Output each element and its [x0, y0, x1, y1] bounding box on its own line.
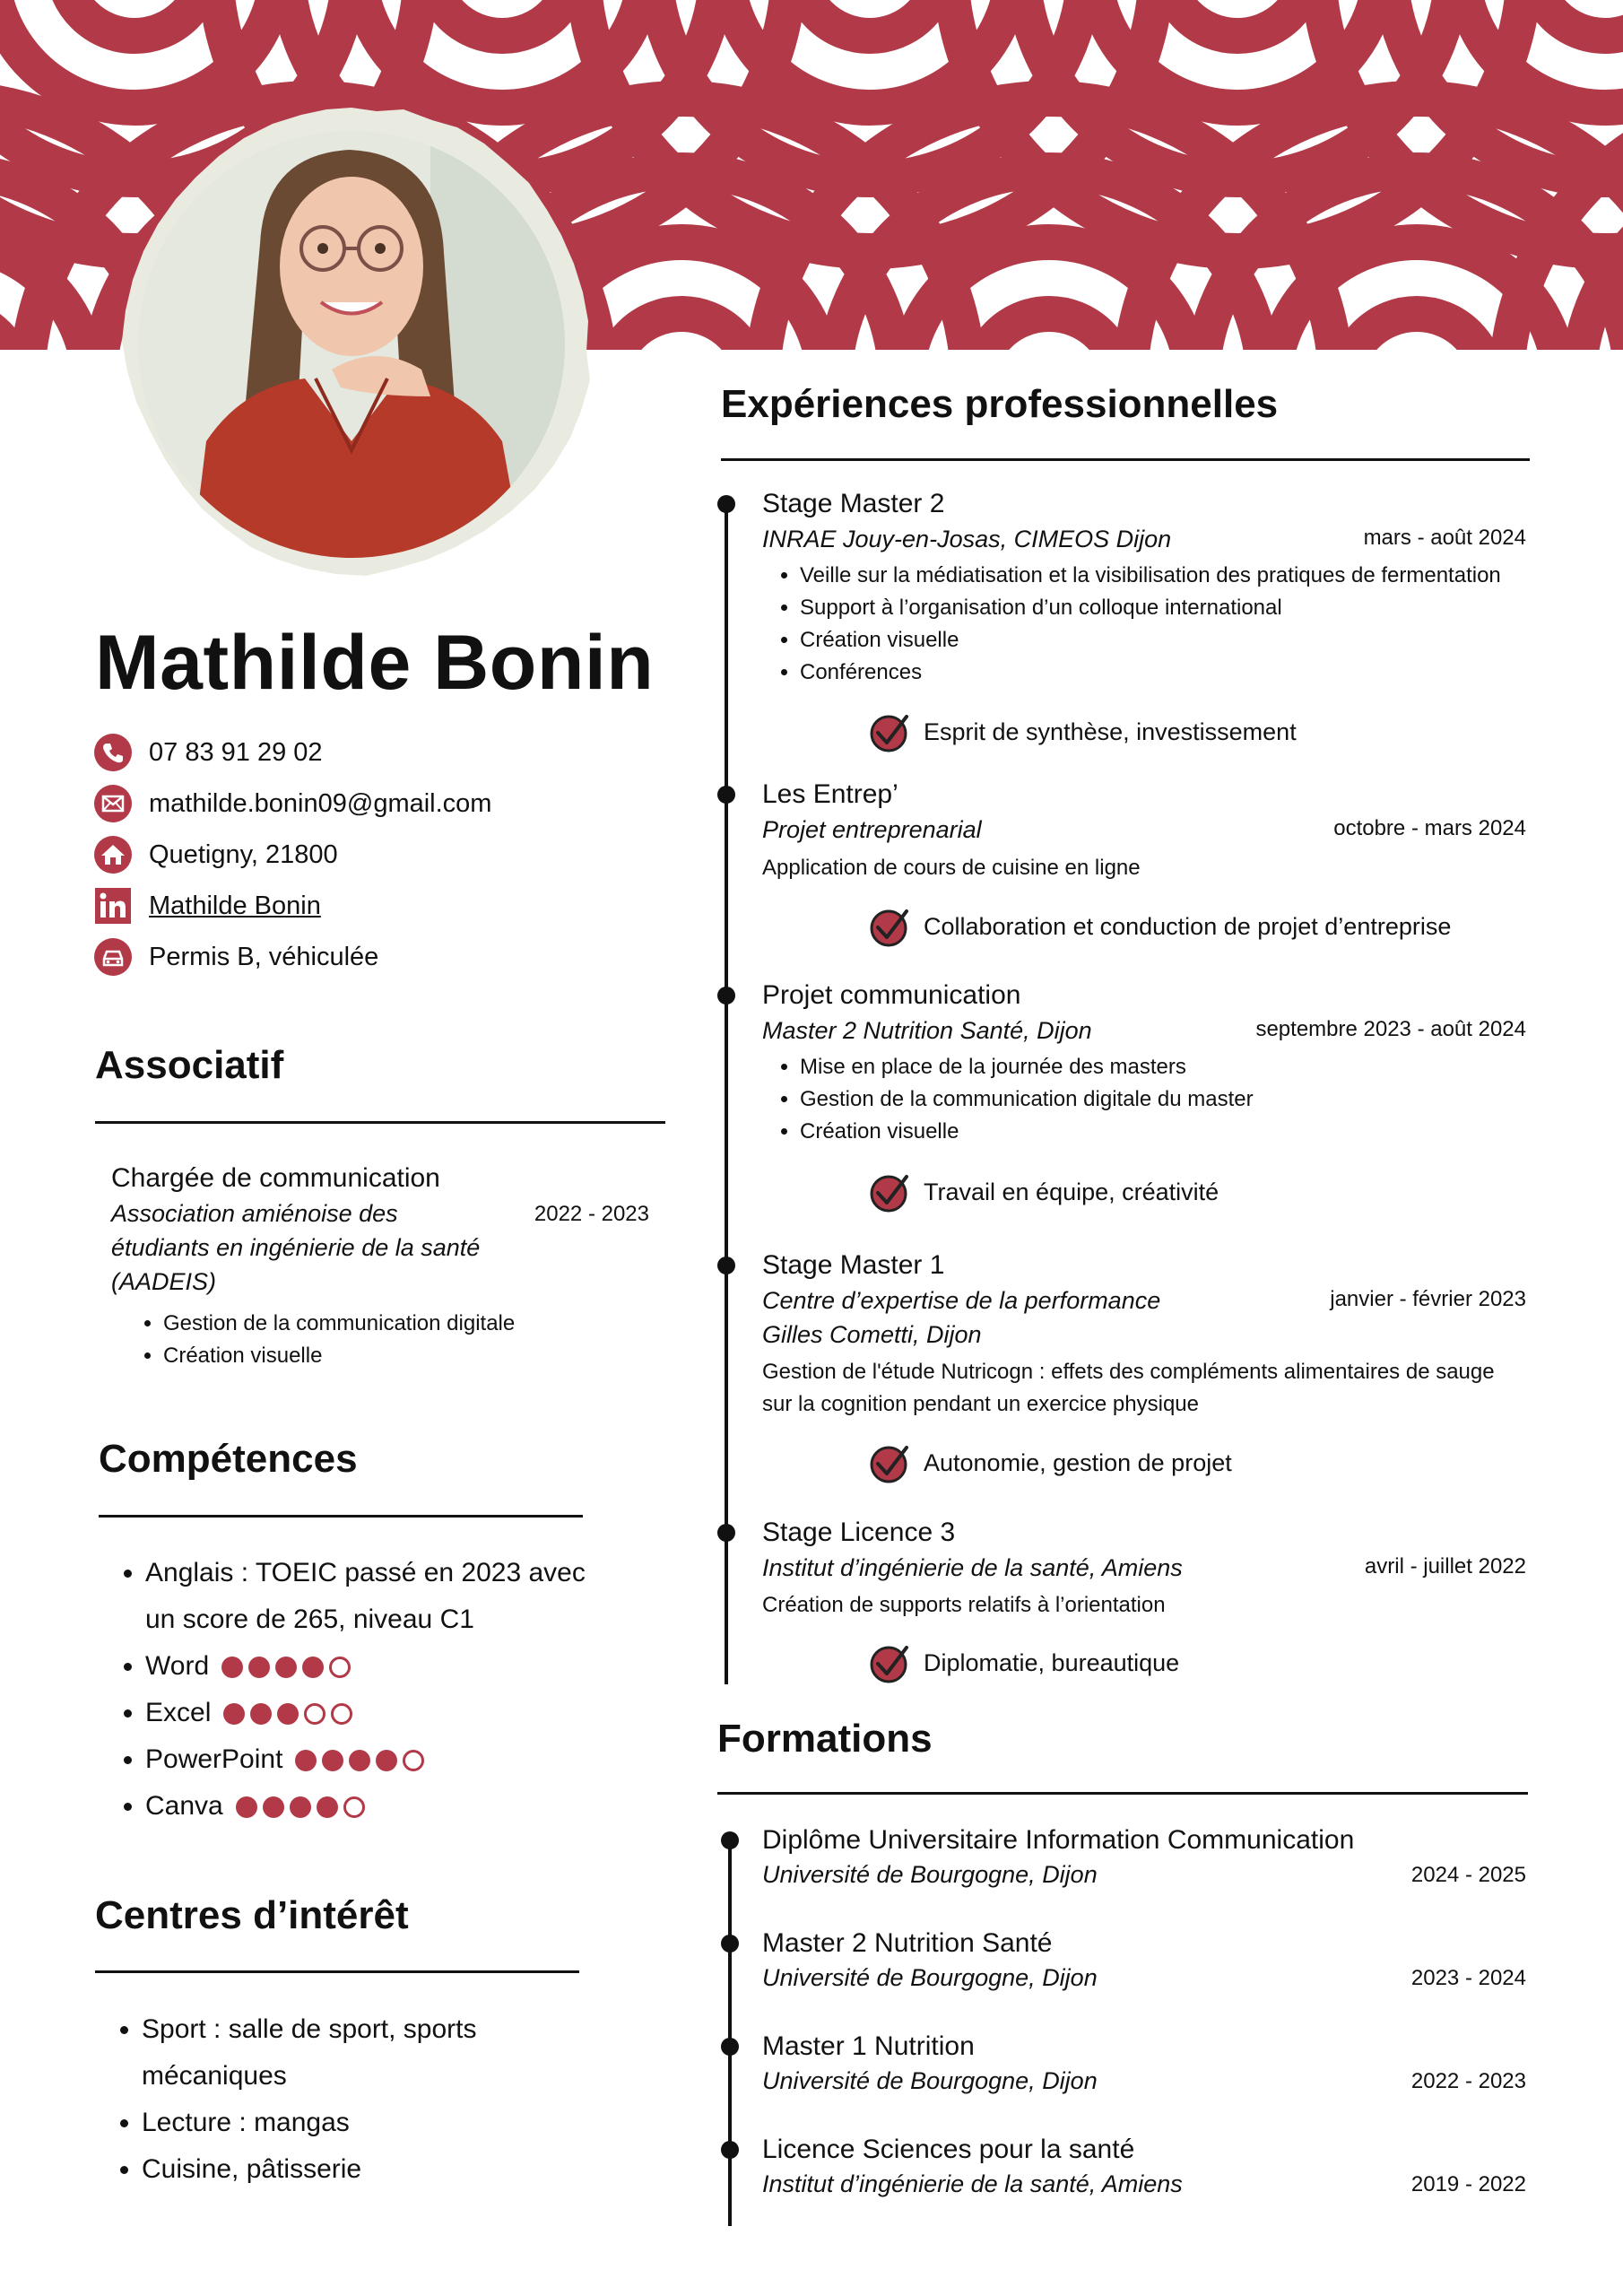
assoc-org-line: Association amiénoise des	[111, 1200, 398, 1227]
formation-timeline	[728, 1840, 732, 2226]
exp-role: Stage Master 2	[762, 489, 945, 518]
english-line: un score de 265, niveau C1	[145, 1605, 474, 1634]
interest-line: Sport : salle de sport, sports	[142, 2014, 477, 2044]
level-dot-filled	[263, 1796, 284, 1818]
level-dot-empty	[331, 1703, 352, 1725]
contact-address	[93, 834, 338, 875]
list-item: • Veille sur la médiatisation et la visibilisation des pratiques de fermentation	[800, 560, 1580, 592]
formation-school: Université de Bourgogne, Dijon	[762, 2067, 1098, 2094]
exp-date: avril - juillet 2022	[1364, 1554, 1526, 1578]
list-item: • Conférences	[800, 657, 1580, 689]
email-text: mathilde.bonin09@gmail.com	[149, 788, 492, 818]
formation-date: 2023 - 2024	[1410, 1966, 1526, 1990]
exp-role: Projet communication	[762, 980, 1021, 1010]
list-item: • Création visuelle	[163, 1340, 665, 1372]
section-title-associatif: Associatif	[95, 1043, 284, 1087]
skill-level-rating	[236, 1796, 370, 1818]
exp-desc	[762, 1356, 1551, 1421]
exp-desc: Application de cours de cuisine en ligne	[762, 856, 1141, 880]
skill-excel	[145, 1690, 719, 1736]
list-item: • Support à l’organisation d’un colloque international	[800, 592, 1580, 624]
skill-level-rating	[295, 1750, 430, 1771]
exp-role: Les Entrep’	[762, 779, 898, 809]
experience-timeline	[725, 504, 728, 1684]
formation-degree: Master 2 Nutrition Santé	[762, 1928, 1053, 1958]
formation-date: 2019 - 2022	[1410, 2172, 1526, 2196]
exp-skills-text: Autonomie, gestion de projet	[924, 1448, 1232, 1476]
check-circle-icon	[866, 1640, 911, 1685]
skill-name: Excel	[145, 1698, 212, 1727]
contact-linkedin[interactable]	[93, 885, 321, 926]
skill-name: Word	[145, 1651, 210, 1681]
exp-bullets	[764, 1051, 1580, 1148]
linkedin-icon	[93, 886, 133, 926]
section-title-formations: Formations	[717, 1717, 933, 1761]
list-item: • Lecture : mangas	[142, 2100, 716, 2146]
candidate-name: Mathilde Bonin	[95, 620, 655, 706]
exp-role: Stage Licence 3	[762, 1518, 956, 1547]
skill-powerpoint	[145, 1736, 719, 1783]
section-rule	[721, 458, 1530, 461]
list-item: • Création visuelle	[800, 624, 1580, 657]
exp-skills	[866, 709, 1297, 754]
timeline-dot	[721, 2141, 739, 2159]
english-line: Anglais : TOEIC passé en 2023 avec	[145, 1558, 586, 1587]
profile-photo	[108, 100, 596, 589]
skill-level-rating	[223, 1703, 358, 1725]
exp-org	[762, 1283, 1228, 1352]
list-item: • Gestion de la communication digitale du master	[800, 1083, 1580, 1116]
exp-org: INRAE Jouy-en-Josas, CIMEOS Dijon	[762, 526, 1172, 552]
section-rule	[99, 1515, 583, 1518]
formation-degree: Licence Sciences pour la santé	[762, 2135, 1135, 2164]
formation-school: Université de Bourgogne, Dijon	[762, 1964, 1098, 1991]
level-dot-filled	[290, 1796, 311, 1818]
level-dot-filled	[317, 1796, 338, 1818]
exp-date: mars - août 2024	[1363, 526, 1526, 550]
assoc-org-line: (AADEIS)	[111, 1268, 217, 1295]
section-rule	[95, 1121, 665, 1124]
car-icon	[93, 937, 133, 977]
level-dot-filled	[221, 1657, 243, 1678]
assoc-date: 2022 - 2023	[534, 1202, 649, 1226]
exp-bullets	[764, 560, 1580, 689]
exp-skills	[866, 1640, 1179, 1685]
section-title-interets: Centres d’intérêt	[95, 1893, 409, 1937]
list-item	[145, 1550, 719, 1643]
level-dot-filled	[275, 1657, 297, 1678]
exp-skills	[866, 1170, 1219, 1214]
exp-desc: Création de supports relatifs à l’orientation	[762, 1593, 1166, 1617]
exp-skills-text: Diplomatie, bureautique	[924, 1648, 1180, 1676]
exp-skills	[866, 904, 1451, 949]
check-circle-icon	[866, 1440, 911, 1485]
contact-phone[interactable]	[93, 732, 323, 773]
level-dot-filled	[223, 1703, 245, 1725]
timeline-dot	[721, 2038, 739, 2056]
timeline-dot	[717, 987, 735, 1004]
section-rule	[95, 1970, 579, 1973]
exp-date: janvier - février 2023	[1330, 1287, 1526, 1311]
formation-school: Institut d’ingénierie de la santé, Amiens	[762, 2170, 1183, 2197]
timeline-dot	[721, 1935, 739, 1952]
formation-degree: Master 1 Nutrition	[762, 2031, 975, 2061]
address-text: Quetigny, 21800	[149, 839, 338, 869]
list-item: • Mise en place de la journée des masters	[800, 1051, 1580, 1083]
timeline-dot	[717, 1257, 735, 1274]
level-dot-filled	[376, 1750, 397, 1771]
skill-canva	[145, 1783, 719, 1830]
assoc-org	[111, 1196, 524, 1299]
home-icon	[93, 835, 133, 874]
exp-org-line: Gilles Cometti, Dijon	[762, 1321, 982, 1348]
skill-word	[145, 1643, 719, 1690]
phone-text: 07 83 91 29 02	[149, 737, 323, 767]
skill-level-rating	[221, 1657, 356, 1678]
level-dot-filled	[250, 1703, 272, 1725]
level-dot-filled	[349, 1750, 370, 1771]
assoc-role: Chargée de communication	[111, 1163, 440, 1193]
level-dot-empty	[343, 1796, 365, 1818]
phone-icon	[93, 733, 133, 772]
interest-line: mécaniques	[142, 2061, 287, 2091]
check-circle-icon	[866, 709, 911, 754]
exp-skills-text: Travail en équipe, créativité	[924, 1178, 1219, 1205]
level-dot-empty	[304, 1703, 325, 1725]
level-dot-empty	[403, 1750, 424, 1771]
assoc-org-line: étudiants en ingénierie de la santé	[111, 1234, 481, 1261]
check-circle-icon	[866, 904, 911, 949]
skill-name: Canva	[145, 1791, 223, 1821]
level-dot-filled	[295, 1750, 317, 1771]
formation-date: 2022 - 2023	[1410, 2069, 1526, 2093]
level-dot-filled	[277, 1703, 299, 1725]
exp-org: Institut d’ingénierie de la santé, Amiens	[762, 1554, 1183, 1581]
exp-date: octobre - mars 2024	[1333, 816, 1526, 840]
level-dot-filled	[248, 1657, 270, 1678]
level-dot-filled	[322, 1750, 343, 1771]
level-dot-empty	[329, 1657, 351, 1678]
exp-role: Stage Master 1	[762, 1250, 945, 1280]
section-title-experiences: Expériences professionnelles	[721, 382, 1279, 426]
assoc-bullets	[127, 1308, 665, 1372]
contact-email[interactable]	[93, 783, 491, 824]
list-item: • Gestion de la communication digitale	[163, 1308, 665, 1340]
license-text: Permis B, véhiculée	[149, 942, 379, 971]
formation-date: 2024 - 2025	[1410, 1863, 1526, 1887]
competences-list	[99, 1550, 719, 1830]
section-rule	[717, 1792, 1528, 1795]
linkedin-link[interactable]: Mathilde Bonin	[149, 891, 321, 920]
exp-skills	[866, 1440, 1232, 1485]
timeline-dot	[717, 495, 735, 513]
exp-desc-line: Gestion de l'étude Nutricogn : effets des compléments alimentaires de sauge	[762, 1360, 1495, 1384]
exp-org: Projet entreprenarial	[762, 816, 982, 843]
exp-skills-text: Collaboration et conduction de projet d’entreprise	[924, 912, 1452, 940]
exp-date: septembre 2023 - août 2024	[1255, 1017, 1526, 1041]
interets-list	[95, 2006, 716, 2193]
list-item	[142, 2006, 716, 2100]
formation-school: Université de Bourgogne, Dijon	[762, 1861, 1098, 1888]
list-item: • Création visuelle	[800, 1116, 1580, 1148]
exp-desc-line: sur la cognition pendant un exercice physique	[762, 1392, 1199, 1416]
formation-degree: Diplôme Universitaire Information Communication	[762, 1825, 1355, 1855]
section-title-competences: Compétences	[99, 1437, 358, 1481]
timeline-dot	[717, 1524, 735, 1542]
exp-org: Master 2 Nutrition Santé, Dijon	[762, 1017, 1092, 1044]
contact-license	[93, 936, 378, 978]
level-dot-filled	[302, 1657, 324, 1678]
exp-org-line: Centre d’expertise de la performance	[762, 1287, 1161, 1314]
mail-icon	[93, 784, 133, 823]
list-item: • Cuisine, pâtisserie	[142, 2146, 716, 2193]
level-dot-filled	[236, 1796, 257, 1818]
check-circle-icon	[866, 1170, 911, 1214]
exp-skills-text: Esprit de synthèse, investissement	[924, 718, 1297, 745]
skill-name: PowerPoint	[145, 1744, 283, 1774]
timeline-dot	[717, 786, 735, 804]
timeline-dot	[721, 1831, 739, 1849]
